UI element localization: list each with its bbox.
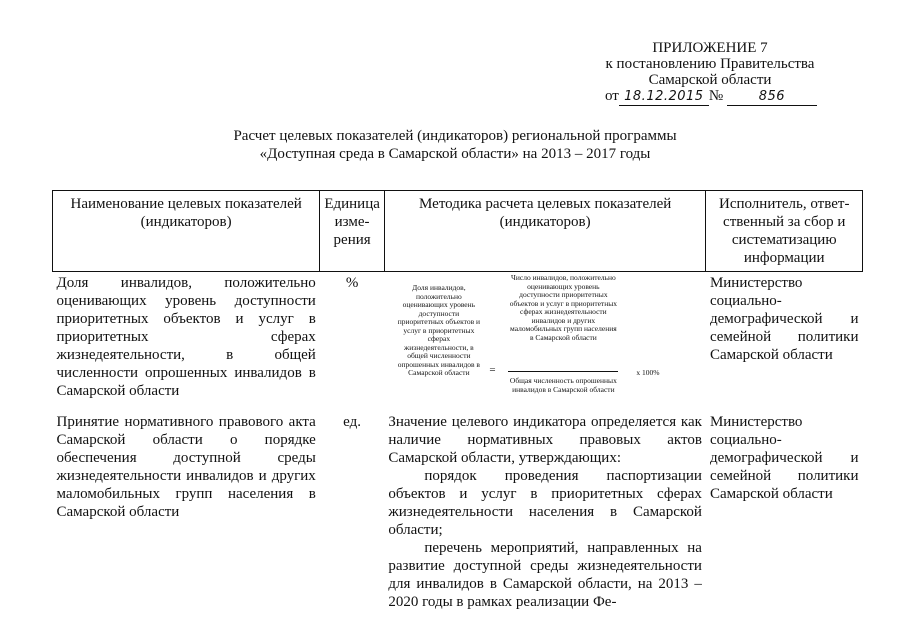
formula-left-side: Доля инвалидов, положительно оценивающих уровень доступности приоритетных объектов и услуг в приоритетных сферах жизнедеятельности, в общей численности опрошенных инвалидов в Самарской области — [397, 283, 481, 377]
header-unit: Единица изме-рения — [320, 191, 385, 272]
header-indicator-name: Наименование целевых показателей (индикаторов) — [53, 191, 320, 272]
appendix-title: ПРИЛОЖЕНИЕ 7 — [652, 40, 768, 56]
method-paragraph: перечень мероприятий, направленных на развитие доступной среды жизнедеятельности для инвалидов в Самарской области, на 2013 – 2020 годы в рамках реализации Фе- — [388, 540, 702, 610]
appendix-line-3: Самарской области — [648, 72, 772, 88]
handwritten-number: 856 — [727, 89, 817, 106]
formula-denominator: Общая численность опрошенных инвалидов в Самарской области — [509, 376, 617, 394]
indicator-unit: % — [345, 275, 359, 291]
date-prefix: от — [605, 88, 619, 104]
indicators-table — [52, 190, 863, 613]
indicator-name: Принятие нормативного правового акта Самарской области о порядке обеспечения доступной среды жизнедеятельности инвалидов и других маломобильных групп населения в Самарской области — [56, 414, 316, 520]
table-row — [53, 411, 863, 613]
indicator-name: Доля инвалидов, положительно оценивающих уровень доступности приоритетных объектов и услуг в приоритетных сферах жизнедеятельности, в общей численности опрошенных инвалидов в Самарской области — [56, 275, 316, 399]
appendix-line-2: к постановлению Правительства — [605, 56, 815, 72]
header-method: Методика расчета целевых показателей (индикаторов) — [384, 191, 706, 272]
document-title — [200, 127, 710, 163]
table-header-row — [53, 191, 863, 272]
method-paragraph: порядок проведения паспортизации объектов и услуг в приоритетных сферах жизнедеятельности населения в Самарской области; — [388, 468, 702, 538]
title-line-2: «Доступная среда в Самарской области» на 2013 – 2017 годы — [259, 146, 651, 162]
fraction-bar — [508, 371, 618, 372]
handwritten-date: 18.12.2015 — [619, 89, 709, 106]
method-paragraph: Значение целевого индикатора определяется как наличие нормативных правовых актов Самарской области, утверждающих: — [388, 414, 702, 466]
indicator-executor: Министерство социально-демографической и семейной политики Самарской области — [709, 275, 859, 363]
method-formula-cell — [384, 272, 706, 412]
indicator-unit: ед. — [343, 414, 362, 430]
method-text-cell — [384, 411, 706, 613]
appendix-date-row — [560, 88, 860, 106]
header-executor: Исполнитель, ответ-ственный за сбор и систематизацию информации — [706, 191, 863, 272]
calculation-formula — [388, 274, 702, 409]
formula-equals: = — [489, 364, 496, 376]
formula-multiplier: х 100% — [636, 368, 660, 377]
appendix-block — [560, 40, 860, 106]
indicator-executor: Министерство социально-демографической и семейной политики Самарской области — [709, 414, 859, 502]
title-line-1: Расчет целевых показателей (индикаторов) региональной программы — [233, 128, 677, 144]
number-prefix: № — [708, 88, 724, 104]
table-row — [53, 272, 863, 412]
formula-numerator: Число инвалидов, положительно оценивающих уровень доступности приоритетных объектов и услуг в приоритетных сферах жизнедеятельности инвалидов и других маломобильных групп населения в Самарской области — [509, 273, 618, 342]
